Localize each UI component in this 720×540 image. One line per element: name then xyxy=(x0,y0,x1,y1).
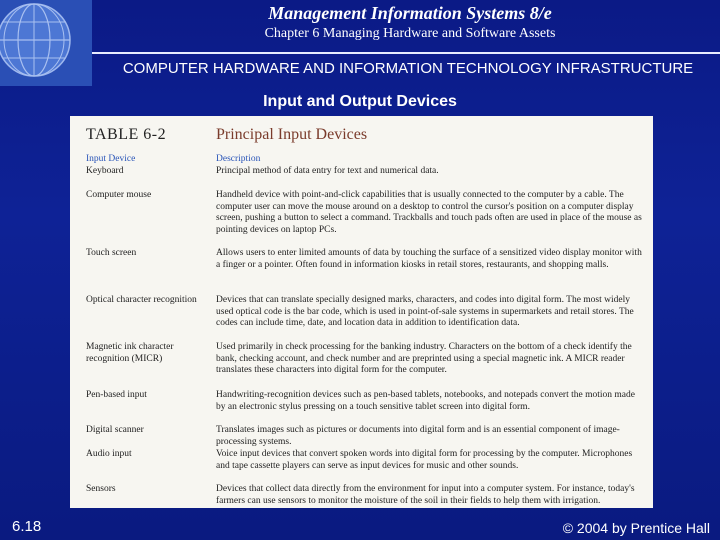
device-name: Touch screen xyxy=(86,248,137,258)
device-name: Computer mouse xyxy=(86,190,152,200)
table-title: Principal Input Devices xyxy=(216,126,368,143)
device-description: Handheld device with point-and-click capabilities that is usually connected to the computer by a cable. The computer user can move the mouse around on a desktop to control the cursor's position on a computer display screen, pushing a button to select a command. Trackballs and touch pads often are used in place of the mouse as pointing devices on laptop PCs. xyxy=(216,190,642,235)
device-name: Digital scanner xyxy=(86,425,144,435)
chapter-subtitle: Chapter 6 Managing Hardware and Software Assets xyxy=(264,26,556,41)
slide-heading: Input and Output Devices xyxy=(263,93,457,110)
column-header-description: Description xyxy=(216,154,261,164)
column-header-device: Input Device xyxy=(86,154,136,164)
device-description: Allows users to enter limited amounts of data by touching the surface of a sensitized video display monitor with a finger or a pointer. Often found in information kiosks in retail stores, restaurants, and shopping malls. xyxy=(216,248,642,270)
device-name: Sensors xyxy=(86,484,116,494)
table-number: TABLE 6-2 xyxy=(86,126,167,143)
presentation-title: Management Information Systems 8/e xyxy=(268,3,552,23)
device-name: Keyboard xyxy=(86,166,124,176)
device-description: Handwriting-recognition devices such as pen-based tablets, notebooks, and notepads convert the motion made by an electronic stylus pressing on a touch sensitive tablet screen into digital form. xyxy=(216,390,635,412)
globe-logo-icon xyxy=(0,0,92,86)
device-description: Voice input devices that convert spoken words into digital form for processing by the computer. Microphones and tape cassette players can serve as input devices for music and other sounds. xyxy=(216,449,633,471)
device-description: Used primarily in check processing for the banking industry. Characters on the bottom of a check identify the bank, checking account, and check number and are preprinted using a special magnetic ink. A MICR reader translates these characters into digital form for the computer. xyxy=(216,342,632,375)
input-devices-table xyxy=(70,116,653,508)
device-name: Magnetic ink character recognition (MICR) xyxy=(86,342,174,364)
device-description: Principal method of data entry for text and numerical data. xyxy=(216,166,439,176)
device-description: Devices that can translate specially designed marks, characters, and codes into digital form. The most widely used optical code is the bar code, which is used in point-of-sale systems in supermarkets and retail stores. The codes can include time, date, and location data in addition to identification data. xyxy=(216,295,634,328)
header-divider xyxy=(92,52,720,54)
copyright-notice: © 2004 by Prentice Hall xyxy=(562,520,710,536)
device-name: Pen-based input xyxy=(86,390,147,400)
slide-number: 6.18 xyxy=(12,518,42,535)
section-title: COMPUTER HARDWARE AND INFORMATION TECHNOLOGY INFRASTRUCTURE xyxy=(122,60,694,77)
device-description: Devices that collect data directly from the environment for input into a computer system. For instance, today's farmers can use sensors to monitor the moisture of the soil in their fields to help them with irrigation. xyxy=(216,484,635,506)
device-name: Optical character recognition xyxy=(86,295,197,305)
device-name: Audio input xyxy=(86,449,132,459)
device-description: Translates images such as pictures or documents into digital form and is an essential component of image-processing systems. xyxy=(216,425,620,447)
